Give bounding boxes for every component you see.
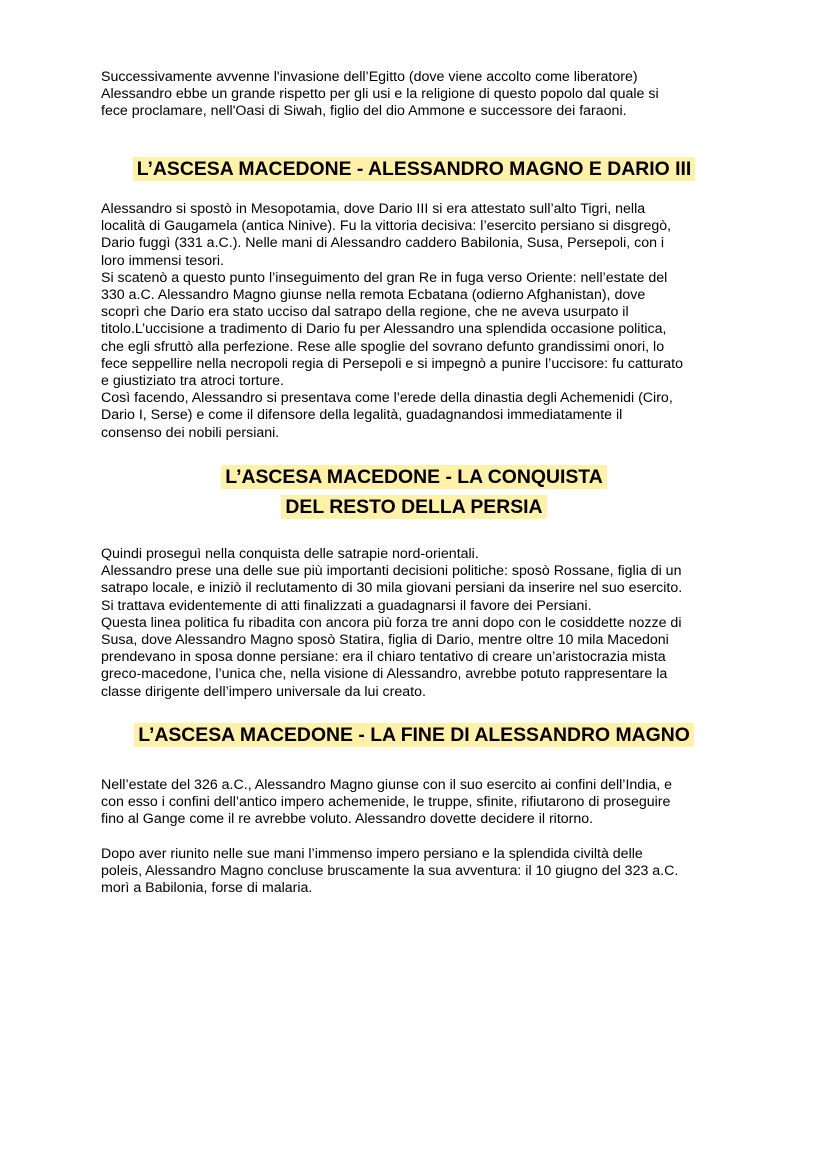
- heading-line: L’ASCESA MACEDONE - ALESSANDRO MAGNO E DARIO III: [133, 157, 695, 181]
- heading-line: L’ASCESA MACEDONE - LA CONQUISTA: [221, 465, 606, 489]
- text-line: Successivamente avvenne l'invasione dell’Egitto (dove viene accolto come liberatore): [101, 69, 638, 85]
- section-heading-fine: [0, 720, 828, 750]
- text-line: greco-macedone, l’unica che, nella visione di Alessandro, avrebbe potuto rappresentare la: [101, 666, 668, 683]
- intro-paragraph: [101, 69, 741, 121]
- text-line: Questa linea politica fu ribadita con ancora più forza tre anni dopo con le cosiddette nozze di: [101, 614, 682, 631]
- text-line: consenso dei nobili persiani.: [101, 424, 280, 441]
- text-line: scoprì che Dario era stato ucciso dal satrapo della regione, che ne aveva usurpato il: [101, 304, 629, 321]
- heading-line: L’ASCESA MACEDONE - LA FINE DI ALESSANDRO MAGNO: [134, 723, 694, 747]
- text-line: poleis, Alessandro Magno concluse bruscamente la sua avventura: il 10 giugno del 323 a.C.: [101, 863, 679, 880]
- text-line: Quindi proseguì nella conquista delle satrapie nord-orientali.: [101, 546, 479, 562]
- text-line: Susa, dove Alessandro Magno sposò Statira, figlia di Dario, mentre oltre 10 mila Macedoni: [101, 632, 669, 649]
- text-line: loro immensi tesori.: [101, 252, 224, 269]
- text-line: e giustiziato tra atroci torture.: [101, 373, 284, 390]
- section-paragraph-fine-2: [101, 846, 741, 898]
- text-line: titolo.L’uccisione a tradimento di Dario fu per Alessandro una splendida occasione politica,: [101, 321, 667, 338]
- text-line: località di Gaugamela (antica Ninive). Fu la vittoria decisiva: l’esercito persiano si disgregò,: [101, 218, 672, 235]
- heading-line: DEL RESTO DELLA PERSIA: [281, 495, 546, 519]
- text-line: fece seppellire nella necropoli regia di Persepoli e si impegnò a punire l’uccisore: fu catturato: [101, 355, 684, 372]
- section-paragraph-persia: [101, 546, 741, 701]
- text-line: 330 a.C. Alessandro Magno giunse nella remota Ecbatana (odierno Afghanistan), dove: [101, 287, 646, 304]
- text-line: con esso i confini dell’antico impero achemenide, le truppe, sfinite, rifiutarono di proseguire: [101, 794, 671, 811]
- text-line: Alessandro ebbe un grande rispetto per gli usi e la religione di questo popolo dal quale si: [101, 86, 659, 103]
- text-line: Si scatenò a questo punto l’inseguimento del gran Re in fuga verso Oriente: nell’estate del: [101, 269, 668, 286]
- section-paragraph-fine-1: [101, 777, 741, 829]
- text-line: Si trattava evidentemente di atti finalizzati a guadagnarsi il favore dei Persiani.: [101, 597, 592, 614]
- text-line: Alessandro prese una delle sue più importanti decisioni politiche: sposò Rossane, figlia di un: [101, 563, 682, 580]
- text-line: prendevano in sposa donne persiane: era il chiaro tentativo di creare un’aristocrazia mista: [101, 649, 666, 666]
- text-line: Dario I, Serse) e come il difensore della legalità, guadagnandosi immediatamente il: [101, 407, 623, 424]
- text-line: Dario fuggì (331 a.C.). Nelle mani di Alessandro caddero Babilonia, Susa, Persepoli, con i: [101, 235, 665, 252]
- text-line: Alessandro si spostò in Mesopotamia, dove Dario III si era attestato sull’alto Tigri, nella: [101, 201, 646, 217]
- text-line: fino al Gange come il re avrebbe voluto. Alessandro dovette decidere il ritorno.: [101, 811, 594, 828]
- text-line: satrapo locale, e iniziò il reclutamento di 30 mila giovani persiani da inserire nel suo esercito.: [101, 580, 683, 597]
- section-heading-dario: [0, 154, 828, 184]
- section-heading-persia: [0, 462, 828, 522]
- section-paragraph-dario: [101, 201, 741, 442]
- text-line: Nell’estate del 326 a.C., Alessandro Magno giunse con il suo esercito ai confini dell’India, e: [101, 777, 672, 793]
- text-line: classe dirigente dell’impero universale da lui creato.: [101, 683, 426, 700]
- text-line: Così facendo, Alessandro si presentava come l’erede della dinastia degli Achemenidi (Ciro,: [101, 390, 673, 407]
- text-line: morì a Babilonia, forse di malaria.: [101, 880, 313, 897]
- text-line: che egli sfruttò alla perfezione. Rese alle spoglie del sovrano defunto grandissimi onori, lo: [101, 338, 665, 355]
- text-line: fece proclamare, nell'Oasi di Siwah, figlio del dio Ammone e successore dei faraoni.: [101, 103, 627, 120]
- text-line: Dopo aver riunito nelle sue mani l’immenso impero persiano e la splendida civiltà delle: [101, 846, 643, 862]
